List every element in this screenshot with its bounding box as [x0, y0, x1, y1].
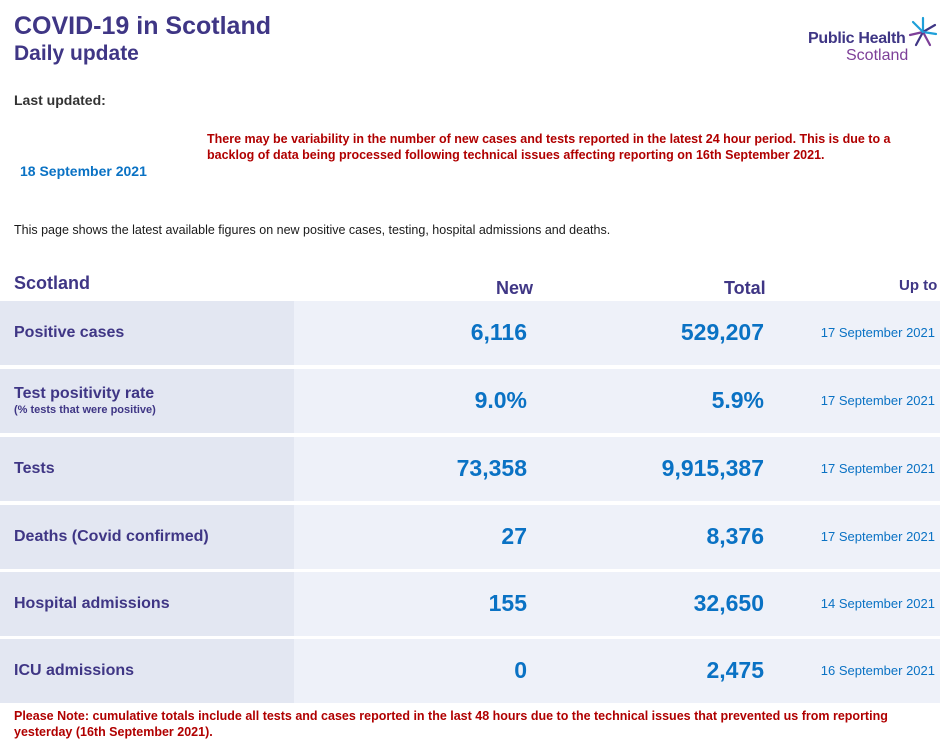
variability-warning: There may be variability in the number of new cases and tests reported in the latest 24 hour period. This is due to a backlog of data being processed following technical issues affecting reporting on 16th September 2021.	[207, 132, 891, 162]
table-header-up-to: Up to	[899, 277, 938, 294]
row-new-value: 27	[501, 523, 527, 549]
logo-line1: Public Health	[808, 30, 906, 47]
row-total-value: 32,650	[693, 590, 764, 616]
row-up-to-date: 17 September 2021	[820, 461, 935, 476]
row-new-value: 6,116	[470, 319, 527, 345]
row-up-to-date: 16 September 2021	[820, 663, 935, 678]
row-label: Test positivity rate	[14, 385, 155, 402]
table-header-total: Total	[724, 278, 766, 298]
row-total-value: 9,915,387	[661, 455, 764, 481]
row-sublabel: (% tests that were positive)	[14, 404, 156, 416]
table-row-deaths	[0, 505, 940, 569]
row-up-to-date: 14 September 2021	[820, 596, 935, 611]
row-label: Hospital admissions	[14, 595, 170, 612]
row-new-value: 155	[488, 590, 527, 616]
cumulative-totals-note: Please Note: cumulative totals include all tests and cases reported in the last 48 hours due to the technical issues that prevented us from reporting yesterday (16th September 2021).	[14, 709, 888, 739]
row-total-value: 8,376	[706, 523, 764, 549]
row-total-value: 529,207	[680, 319, 764, 345]
table-row-positive-cases	[0, 301, 940, 365]
table-row-test-positivity	[0, 369, 940, 433]
intro-text: This page shows the latest available figures on new positive cases, testing, hospital admissions and deaths.	[14, 223, 611, 237]
page-subtitle: Daily update	[14, 42, 139, 65]
row-total-value: 5.9%	[711, 387, 764, 413]
row-new-value: 9.0%	[474, 387, 527, 413]
public-health-scotland-logo	[800, 16, 940, 68]
row-total-value: 2,475	[706, 657, 764, 683]
page-title: COVID-19 in Scotland	[14, 12, 271, 40]
table-row-hospital-admissions	[0, 572, 940, 636]
row-label: ICU admissions	[14, 662, 135, 679]
last-updated-label: Last updated:	[14, 92, 106, 108]
starburst-icon	[908, 16, 938, 48]
row-label: Positive cases	[14, 324, 125, 341]
row-new-value: 0	[514, 657, 527, 683]
row-up-to-date: 17 September 2021	[820, 529, 935, 544]
logo-line2: Scotland	[846, 47, 909, 64]
row-label: Tests	[14, 460, 55, 477]
table-row-tests	[0, 437, 940, 501]
row-up-to-date: 17 September 2021	[820, 393, 935, 408]
row-new-value: 73,358	[456, 455, 527, 481]
last-updated-date: 18 September 2021	[20, 163, 147, 179]
row-label: Deaths (Covid confirmed)	[14, 528, 209, 545]
row-up-to-date: 17 September 2021	[820, 325, 935, 340]
table-header-new: New	[496, 278, 534, 298]
table-row-icu-admissions	[0, 639, 940, 703]
table-header-area: Scotland	[14, 273, 91, 293]
